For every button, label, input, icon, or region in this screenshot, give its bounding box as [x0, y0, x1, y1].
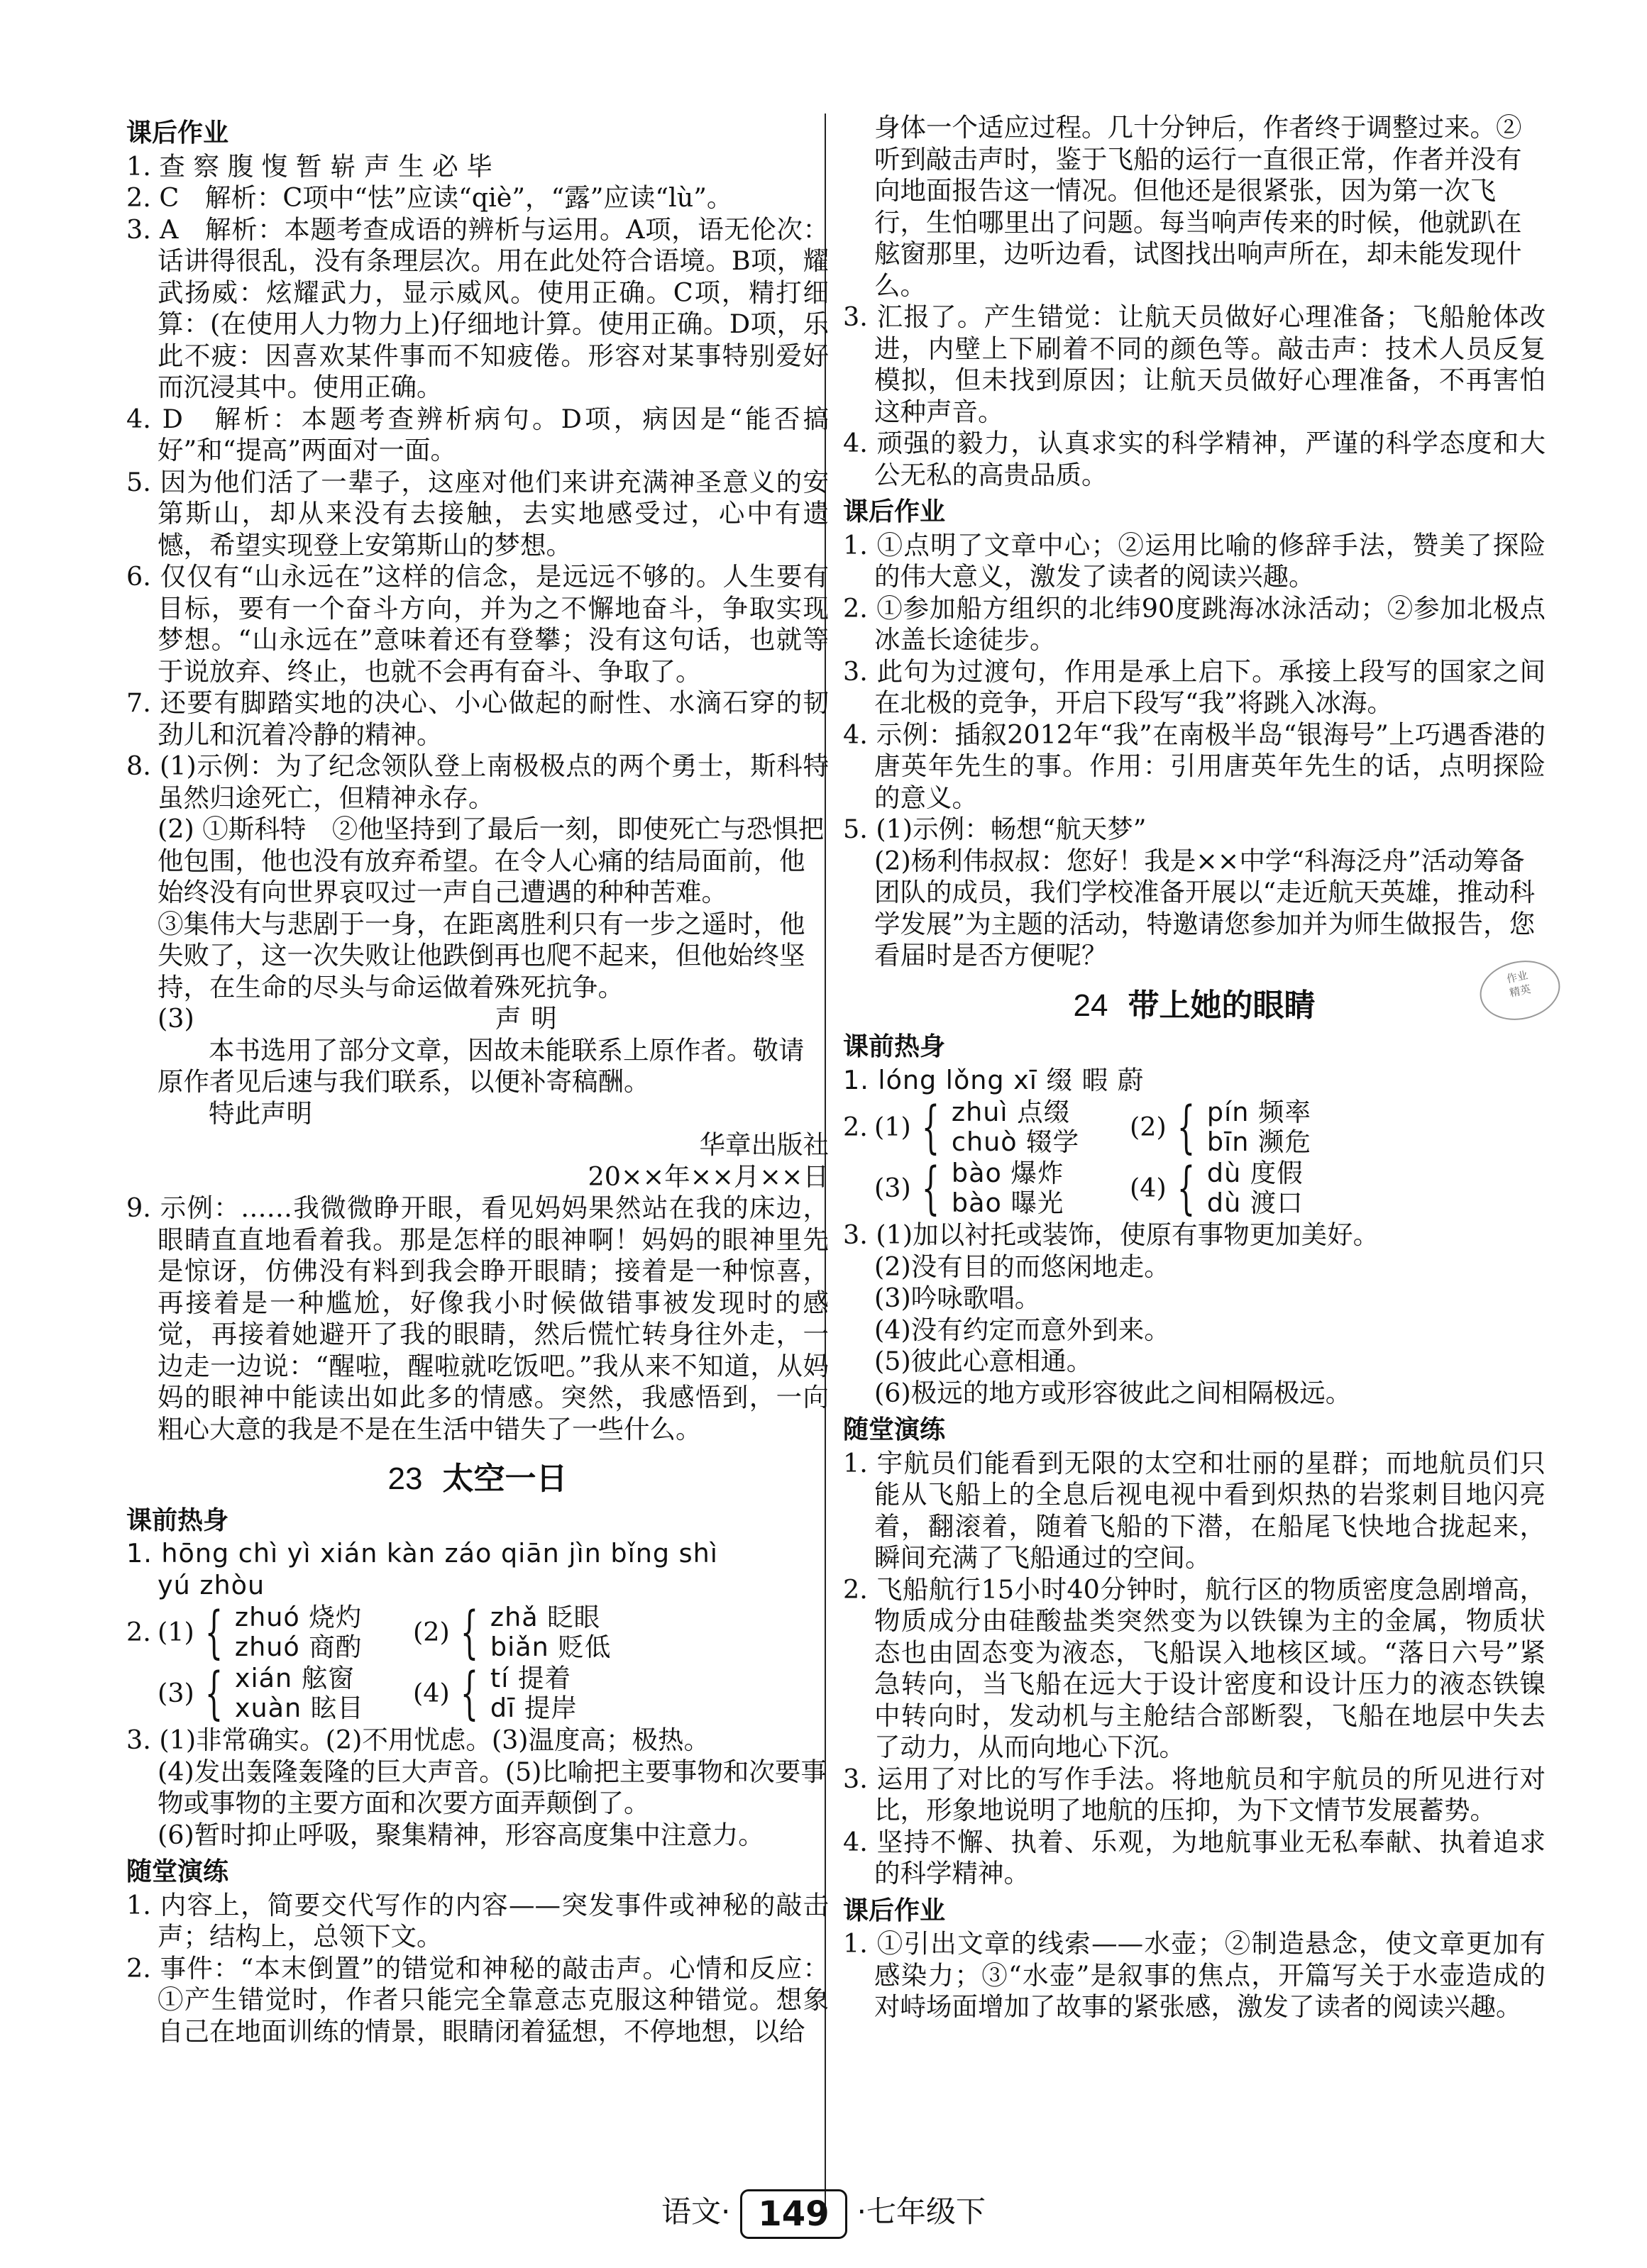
- pinyin-answer-cont: yú zhòu: [158, 1569, 265, 1600]
- brace-icon: {: [921, 1155, 940, 1221]
- answer-item: 5. 因为他们活了一辈子，这座对他们来讲充满神圣意义的安第斯山，却从来没有去接触，去实地感受过，心中有遗憾，希望实现登上安第斯山的梦想。: [126, 466, 829, 560]
- section-title: 课后作业: [126, 118, 229, 148]
- section-title: 课后作业: [843, 497, 946, 526]
- answer-continuation: (6)极远的地方或形容彼此之间相隔极远。: [874, 1377, 1352, 1408]
- page-number: 149: [740, 2189, 847, 2239]
- brace-line: dù 渡口: [1206, 1188, 1304, 1218]
- lesson-title: [843, 987, 1546, 1024]
- answer-continuation: (2)没有目的而悠闲地走。: [874, 1251, 1170, 1282]
- statement-heading: [126, 1003, 829, 1035]
- answer-item: 2. 飞船航行15小时40分钟时，航行区的物质密度急剧增高，物质成分由硅酸盐类突然变为以铁镍为主的金属，物质状态也由固态变为液态，飞船误入地核区域。“落日六号”紧急转向，当飞船在远大于设计密度和设计压力的液态铁镍中转向时，发动机与主舱结合部断裂，飞船在地层中失去了动力，从而向地心下沉。: [843, 1573, 1546, 1762]
- right-column: [843, 112, 1546, 2023]
- answer-item: 9. 示例：……我微微睁开眼，看见妈妈果然站在我的床边，眼睛直直地看着我。那是怎样的眼神啊！妈妈的眼神里先是惊讶，仿佛没有料到我会睁开眼睛；接着是一种惊喜，再接着是一种尴尬，好像我小时候做错事被发现时的感觉，再接着她避开了我的眼睛，然后慌忙转身往外走，一边走一边说：“醒啦，醒啦就吃饭吧。”我从来不知道，从妈妈的眼神中能读出如此多的情感。突然，我感悟到，一向粗心大意的我是不是在生活中错失了一些什么。: [126, 1193, 829, 1444]
- answer-continuation: (3)吟咏歌唱。: [874, 1283, 1041, 1313]
- answer-item: 3. (1)非常确实。(2)不用忧虑。(3)温度高；极热。: [126, 1725, 710, 1755]
- answer-item: 1. 宇航员们能看到无限的太空和壮丽的星群；而地航员们只能从飞船上的全息后视电视中看到炽热的岩浆刺目地闪亮着，翻滚着，随着飞船的下潜，在船尾飞快地合拢起来，瞬间充满了飞船通过的空间。: [843, 1447, 1546, 1573]
- brace-group: [874, 1155, 1130, 1221]
- brace-group: [1130, 1155, 1385, 1221]
- answer-item: 5. (1)示例：畅想“航天梦”: [843, 814, 1147, 844]
- answer-item: 6. 仅仅有“山永远在”这样的信念，是远远不够的。人生要有目标，要有一个奋斗方向，并为之不懈地奋斗，争取实现梦想。“山永远在”意味着还有登攀；没有这句话，也就等于说放弃、终止，也就不会再有奋斗、争取了。: [126, 561, 829, 687]
- answer-item: 1. ①点明了文章中心；②运用比喻的修辞手法，赞美了探险的伟大意义，激发了读者的阅读兴趣。: [843, 529, 1546, 592]
- pinyin-answer: 1. hōng chì yì xián kàn záo qiān jìn bǐng shì: [126, 1538, 718, 1569]
- statement-body: 本书选用了部分文章，因故未能联系上原作者。敬请原作者见后速与我们联系，以便补寄稿酬。: [158, 1034, 805, 1097]
- left-column: [126, 112, 829, 2047]
- brace-line: biǎn 贬低: [490, 1632, 612, 1662]
- brace-line: dù 度假: [1206, 1158, 1304, 1188]
- brace-label: (4): [413, 1677, 450, 1708]
- brace-line: bīn 濒危: [1206, 1127, 1311, 1157]
- lesson-name: 带上她的眼睛: [1128, 987, 1316, 1024]
- answer-continuation: (4)发出轰隆轰隆的巨大声音。(5)比喻把主要事物和次要事物或事物的主要方面和次要方面弄颠倒了。: [158, 1756, 827, 1818]
- brace-icon: {: [204, 1599, 224, 1665]
- answer-item: 3. 汇报了。产生错觉：让航天员做好心理准备；飞船舱体改进，内壁上下刷着不同的颜色等。敲击声：技术人员反复模拟，但未找到原因；让航天员做好心理准备，不再害怕这种声音。: [843, 302, 1546, 427]
- answer-continuation: 身体一个适应过程。几十分钟后，作者终于调整过来。②听到敲击声时，鉴于飞船的运行一直很正常，作者并没有向地面报告这一情况。但他还是很紧张，因为第一次飞行，生怕哪里出了问题。每当响声传来的时候，他就趴在舷窗那里，边听边看，试图找出响声所在，却未能发现什么。: [874, 112, 1522, 301]
- answer-continuation: (5)彼此心意相通。: [874, 1346, 1093, 1376]
- brace-line: bào 曝光: [951, 1188, 1064, 1218]
- lesson-number: 23: [387, 1461, 423, 1496]
- stamp-text: 作业: [1505, 968, 1529, 986]
- answer-item: 4. 坚持不懈、执着、乐观，为地航事业无私奉献、执着追求的科学精神。: [843, 1826, 1546, 1888]
- answer-continuation: (4)没有约定而意外到来。: [874, 1314, 1170, 1345]
- answer-item: 3. A 解析：本题考查成语的辨析与运用。A项，语无伦次：话讲得很乱，没有条理层次。用在此处符合语境。B项，耀武扬威：炫耀武力，显示威风。使用正确。C项，精打细算：(在使用人力物力上)仔细地计算。使用正确。D项，乐此不疲：因喜欢某件事而不知疲倦。形容对某事特别爱好而沉浸其中。使用正确。: [126, 214, 829, 402]
- brace-label: (2): [413, 1616, 450, 1647]
- footer-subject: 语文·: [661, 2194, 731, 2229]
- answer-item: 2. ①参加船方组织的北纬90度跳海冰泳活动；②参加北极点冰盖长途徒步。: [843, 592, 1546, 655]
- answer-item: 4. 示例：插叙2012年“我”在南极半岛“银海号”上巧遇香港的唐英年先生的事。作用：引用唐英年先生的话，点明探险的意义。: [843, 719, 1546, 813]
- brace-line: zhuó 商酌: [234, 1632, 363, 1662]
- lesson-name: 太空一日: [442, 1461, 568, 1497]
- brace-icon: {: [1177, 1094, 1196, 1160]
- answer-item: 4. D 解析：本题考查辨析病句。D项，病因是“能否搞好”和“提高”两面对一面。: [126, 403, 829, 465]
- statement-label: (3): [158, 1003, 194, 1034]
- brace-row: [126, 1660, 829, 1726]
- statement-close: 特此声明: [209, 1097, 312, 1129]
- brace-icon: {: [921, 1094, 940, 1160]
- answer-continuation: (2) ①斯科特 ②他坚持到了最后一刻，即使死亡与恐惧把他包围，他也没有放弃希望。在令人心痛的结局面前，他始终没有向世界哀叹过一声自己遭遇的种种苦难。: [158, 814, 825, 907]
- statement-org: 华章出版社: [699, 1129, 829, 1160]
- footer-grade: ·七年级下: [856, 2194, 986, 2229]
- answer-item: 8. (1)示例：为了纪念领队登上南极极点的两个勇士，斯科特虽然归途死亡，但精神永存。: [126, 751, 829, 813]
- section-title: 课前热身: [843, 1032, 946, 1061]
- brace-line: zhǎ 眨眼: [490, 1602, 601, 1632]
- statement-title: 声明: [495, 1003, 567, 1034]
- brace-label: (2): [1130, 1111, 1167, 1142]
- brace-group: [158, 1660, 413, 1726]
- section-title: 随堂演练: [126, 1857, 229, 1886]
- statement-date: 20××年××月××日: [588, 1161, 829, 1192]
- brace-line: zhuó 烧灼: [234, 1602, 363, 1632]
- brace-row: [843, 1155, 1546, 1221]
- brace-group: [413, 1660, 668, 1726]
- answer-item: 1. ①引出文章的线索——水壶；②制造悬念，使文章更加有感染力；③“水壶”是叙事的焦点，开篇写关于水壶造成的对峙场面增加了故事的紧张感，激发了读者的阅读兴趣。: [843, 1928, 1546, 2022]
- answer-item: 4. 顽强的毅力，认真求实的科学精神，严谨的科学态度和大公无私的高贵品质。: [843, 428, 1546, 490]
- brace-icon: {: [1177, 1155, 1196, 1221]
- pinyin-answer: 1. lóng lǒng xī 缀 暇 蔚: [843, 1064, 1145, 1095]
- answer-item: 1. 查 察 腹 愎 暂 崭 声 生 必 毕: [126, 150, 492, 182]
- answer-continuation: (2)杨利伟叔叔：您好！我是××中学“科海泛舟”活动筹备团队的成员，我们学校准备开展以“走近航天英雄，推动科学发展”为主题的活动，特邀请您参加并为师生做报告，您看届时是否方便呢？: [874, 845, 1536, 970]
- brace-line: bào 爆炸: [951, 1158, 1064, 1188]
- brace-label: (1): [874, 1111, 911, 1142]
- brace-line: pín 频率: [1206, 1097, 1311, 1127]
- answer-item: 3. 此句为过渡句，作用是承上启下。承接上段写的国家之间在北极的竞争，开启下段写“我”将跳入冰海。: [843, 655, 1546, 718]
- section-title: 课后作业: [843, 1896, 946, 1925]
- answer-item: 7. 还要有脚踏实地的决心、小心做起的耐性、水滴石穿的韧劲儿和沉着冷静的精神。: [126, 687, 829, 750]
- answer-continuation: ③集伟大与悲剧于一身，在距离胜利只有一步之遥时，他失败了，这一次失败让他跌倒再也爬不起来，但他始终坚持，在生命的尽头与命运做着殊死抗争。: [158, 908, 805, 1002]
- brace-icon: {: [460, 1660, 479, 1726]
- answer-item: 3. (1)加以衬托或装饰，使原有事物更加美好。: [843, 1219, 1379, 1250]
- stamp-text: 精英: [1508, 983, 1532, 1000]
- brace-group: [1130, 1094, 1385, 1160]
- answer-item: 2. 事件：“本末倒置”的错觉和神秘的敲击声。心情和反应：①产生错觉时，作者只能完全靠意志克服这种错觉。想象自己在地面训练的情景，眼睛闭着猛想，不停地想，以给: [126, 1952, 829, 2047]
- brace-line: xuàn 眩目: [234, 1693, 364, 1723]
- brace-row: 2. (1) { zhuó 烧灼 zhuó 商酌 (2) { zhǎ 眨眼 biǎn 贬低: [126, 1603, 829, 1662]
- lesson-number: 24: [1073, 988, 1108, 1023]
- brace-line: tí 提着: [490, 1663, 571, 1693]
- answer-item: 2. C 解析：C项中“怯”应读“qiè”，“露”应读“lù”。: [126, 182, 733, 213]
- brace-icon: {: [460, 1599, 479, 1665]
- lesson-title: [126, 1461, 829, 1497]
- brace-label: (1): [158, 1616, 194, 1647]
- brace-line: zhuì 点缀: [951, 1097, 1071, 1127]
- section-title: 课前热身: [126, 1505, 229, 1535]
- brace-label: (3): [158, 1677, 194, 1708]
- page-footer: [0, 2189, 1647, 2239]
- brace-label: (3): [874, 1172, 911, 1203]
- brace-line: dī 提岸: [490, 1693, 578, 1723]
- brace-label: (4): [1130, 1172, 1167, 1203]
- brace-line: chuò 辍学: [951, 1127, 1080, 1157]
- brace-icon: {: [204, 1660, 224, 1726]
- answer-continuation: (6)暂时抑止呼吸，聚集精神，形容高度集中注意力。: [158, 1819, 764, 1850]
- brace-group: [413, 1599, 668, 1665]
- answer-item: 1. 内容上，简要交代写作的内容——突发事件或神秘的敲击声；结构上，总领下文。: [126, 1889, 829, 1952]
- answer-item: 3. 运用了对比的写作手法。将地航员和宇航员的所见进行对比，形象地说明了地航的压抑，为下文情节发展蓄势。: [843, 1763, 1546, 1825]
- brace-line: xián 舷窗: [234, 1663, 355, 1693]
- section-title: 随堂演练: [843, 1415, 946, 1444]
- brace-row: 2. (1) { zhuì 点缀 chuò 辍学 (2) { pín 频率 bīn 濒危: [843, 1097, 1546, 1157]
